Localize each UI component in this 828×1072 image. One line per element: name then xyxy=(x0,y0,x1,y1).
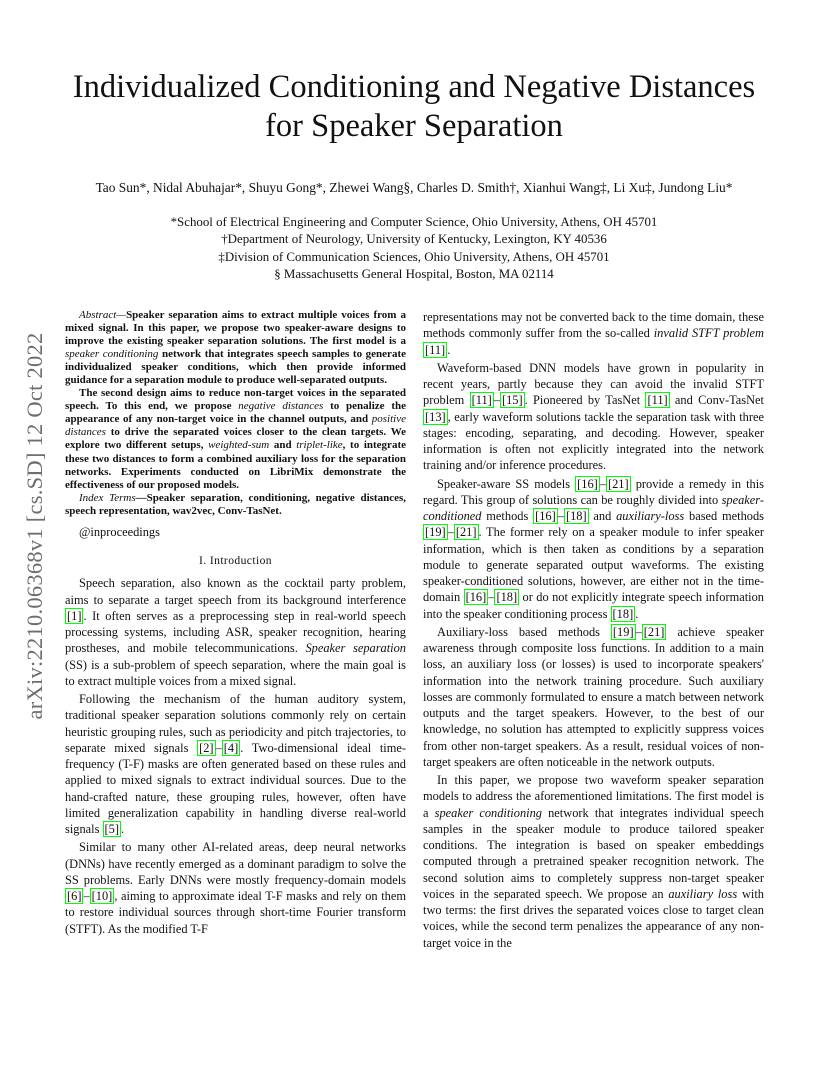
arxiv-identifier: arXiv:2210.06368v1 [cs.SD] 12 Oct 2022 xyxy=(22,332,47,720)
abstract-paragraph-1 xyxy=(65,309,406,387)
body-text: Auxiliary-loss based methods xyxy=(437,624,611,639)
body-text: – xyxy=(493,393,500,408)
citation-link[interactable]: [5] xyxy=(104,822,119,836)
right-column xyxy=(423,309,764,951)
abstract-text: network that integrates speech samples to generate individualized speaker conditions, which then provide informed guidance for a separation module to produce well-separated outputs. xyxy=(65,348,406,387)
citation-link[interactable]: [11] xyxy=(425,342,446,357)
body-text: . The former rely on a speaker module to infer speaker information, which is then taken as conditions by a separation module to generate separated output waveforms. The existing speaker-conditioned solutions, however, are either not in the time-domain xyxy=(423,525,764,605)
abstract-paragraph-2 xyxy=(65,387,406,491)
citation-link[interactable]: [16] xyxy=(577,476,598,491)
body-text: – xyxy=(83,889,90,903)
body-text: – xyxy=(557,509,564,523)
body-text: . Two-dimensional ideal time-frequency (T-F) masks are often generated based on these rules and applied to mixed signals to extract individual sources. Due to the hand-crafted nature, these grouping rules, however, often have limited generalization capability in handling diverse real-world signals xyxy=(65,740,406,836)
body-text: methods xyxy=(481,509,534,523)
body-text: – xyxy=(215,740,222,755)
body-text: . Pioneered by TasNet xyxy=(524,393,646,408)
abstract-text: , to integrate these two distances to form a combined auxiliary loss for the separation networks. Experiments conducted on LibriMix demonstrate the effectiveness of our proposed models. xyxy=(65,439,406,491)
affiliation-3: ‡Division of Communication Sciences, Ohio University, Athens, OH 45701 xyxy=(218,249,610,264)
abstract-emphasis: triplet-like xyxy=(296,439,343,452)
inproceedings-note: @inproceedings xyxy=(79,524,160,539)
right-paragraph-2 xyxy=(423,360,764,474)
index-terms-text: —Speaker separation, conditioning, negative distances, speech representation, wav2vec, Conv-TasNet. xyxy=(65,491,406,517)
body-text: (SS) is a sub-problem of speech separation, where the main goal is to extract multiple voices from a mixed signal. xyxy=(65,657,406,688)
body-text: network that integrates individual speech samples in the speaker module to produce tailored speaker conditions. The integration is based on speaker embeddings computed through a pretrained speaker recognition network. The second solution aims to completely suppress non-target speaker voices in the separated speech. We propose an xyxy=(423,805,764,901)
abstract-text: Speaker separation aims to extract multiple voices from a mixed signal. In this paper, we propose two speaker-aware designs to improve the existing speaker separation solutions. The first model is a xyxy=(65,309,406,348)
body-emphasis: Speaker separation xyxy=(305,641,406,656)
abstract-text: and xyxy=(269,439,297,452)
body-text: representations may not be converted back to the time domain, these methods commonly suffer from the so-called xyxy=(423,310,764,341)
body-emphasis: invalid STFT problem xyxy=(653,326,764,341)
body-text: Similar to many other AI-related areas, deep neural networks (DNNs) have recently emerged as a dominant paradigm to solve the SS problems. Early DNNs were mostly frequency-domain models xyxy=(65,840,406,887)
body-text: and xyxy=(588,509,617,523)
body-emphasis: speaker-conditioned xyxy=(423,492,764,523)
body-text: provide a remedy in this regard. This group of solutions can be roughly divided into xyxy=(423,476,764,507)
right-paragraph-3 xyxy=(423,476,764,622)
affiliation-2: †Department of Neurology, University of Kentucky, Lexington, KY 40536 xyxy=(221,232,607,247)
arxiv-sidebar xyxy=(22,292,48,760)
citation-link[interactable]: [21] xyxy=(455,525,477,540)
citation-link[interactable]: [1] xyxy=(67,608,82,623)
body-text: Waveform-based DNN models have grown in popularity in recent years, partly because they can avoid the invalid STFT problem xyxy=(423,360,764,408)
abstract-emphasis: weighted-sum xyxy=(208,439,270,452)
intro-paragraph-3 xyxy=(65,839,406,937)
citation-link[interactable]: [19] xyxy=(612,624,634,639)
citation-link[interactable]: [11] xyxy=(471,393,492,408)
body-text: Speaker-aware SS models xyxy=(437,476,576,491)
author-list: Tao Sun*, Nidal Abuhajar*, Shuyu Gong*, Zhewei Wang§, Charles D. Smith†, Xianhui Wang‡, Li Xu‡, Jundong Liu* xyxy=(95,180,733,195)
body-text: . xyxy=(120,822,125,836)
body-text: or do not explicitly integrate speech information into the speaker conditioning process xyxy=(423,590,764,621)
body-text: with two terms: the first drives the separated voices close to target clean voices, while the second term penalizes the appearance of any non-target voice in the xyxy=(423,886,764,950)
affiliation-1: *School of Electrical Engineering and Computer Science, Ohio University, Athens, OH 45701 xyxy=(170,215,658,229)
citation-link[interactable]: [18] xyxy=(496,590,518,605)
body-emphasis: speaker conditioning xyxy=(434,805,542,820)
body-text: . xyxy=(447,342,451,357)
abstract-text: to penalize the appearance of any non-target voice in the channel outputs, and xyxy=(65,400,407,426)
abstract-emphasis: positive distances xyxy=(65,413,406,439)
body-emphasis: auxiliary loss xyxy=(668,886,738,901)
body-text: – xyxy=(488,590,495,605)
citation-link[interactable]: [13] xyxy=(425,409,446,424)
citation-link[interactable]: [6] xyxy=(67,889,82,903)
citation-link[interactable]: [2] xyxy=(199,740,214,755)
citation-link[interactable]: [16] xyxy=(535,509,556,523)
body-text: In this paper, we propose two waveform speaker separation models to address the aforementioned limitations. The first model is a xyxy=(423,773,764,820)
citation-link[interactable]: [18] xyxy=(612,606,634,621)
right-paragraph-5 xyxy=(423,772,764,951)
body-text: . It often serves as a preprocessing step in real-world speech processing systems, including ASR, speaker recognition, hearing prostheses, and mobile telecommunications. xyxy=(65,608,406,656)
body-text: Speech separation, also known as the cocktail party problem, aims to separate a target speech from its background interference xyxy=(65,576,406,607)
body-text: and Conv-TasNet xyxy=(669,393,764,408)
body-text: – xyxy=(599,476,606,491)
abstract xyxy=(65,309,406,518)
index-terms xyxy=(65,492,406,518)
intro-paragraph-1 xyxy=(65,575,406,689)
intro-paragraph-2 xyxy=(65,691,406,837)
index-terms-label: Index Terms xyxy=(79,491,136,504)
affiliations xyxy=(0,214,828,284)
body-emphasis: auxiliary-loss xyxy=(616,509,685,523)
citation-link[interactable]: [4] xyxy=(223,740,239,755)
body-text: . xyxy=(635,606,639,621)
body-text: , early waveform solutions tackle the separation task with three stages: encoding, separating, and decoding. However, speaker information is often not explicitly integrated into the network training and/or inference procedures. xyxy=(423,409,764,473)
body-text: , aiming to approximate ideal T-F masks and rely on them to restore individual sources through short-time Fourier transform (STFT). As the modified T-F xyxy=(65,889,406,936)
title-line-2: for Speaker Separation xyxy=(265,108,563,144)
abstract-text: to drive the separated voices closer to the clean targets. We explore two different setups, xyxy=(65,426,406,452)
right-paragraph-4 xyxy=(423,624,764,770)
title-line-1: Individualized Conditioning and Negative Distances xyxy=(72,69,756,105)
citation-link[interactable]: [21] xyxy=(607,476,629,491)
citation-link[interactable]: [10] xyxy=(91,889,113,903)
citation-link[interactable]: [16] xyxy=(465,590,487,605)
abstract-emphasis: negative distances xyxy=(238,400,324,413)
body-text: – xyxy=(447,525,454,540)
citation-link[interactable]: [18] xyxy=(565,509,587,523)
abstract-text: The second design aims to reduce non-target voices in the separated speech. To this end, we propose xyxy=(65,387,406,413)
section-heading: I. Introduction xyxy=(199,554,272,567)
body-text: – xyxy=(635,624,642,639)
citation-link[interactable]: [21] xyxy=(643,624,665,639)
affiliation-4: § Massachusetts General Hospital, Boston, MA 02114 xyxy=(274,267,554,282)
body-text: based methods xyxy=(684,509,764,523)
abstract-emphasis: speaker conditioning xyxy=(65,348,159,361)
abstract-label: Abstract— xyxy=(79,309,127,321)
right-paragraph-1 xyxy=(423,309,764,358)
body-text: Following the mechanism of the human auditory system, traditional speaker separation solutions commonly rely on certain heuristic grouping rules, such as periodicity and pitch trajectories, to separate mixed signals xyxy=(65,692,406,755)
body-text: achieve speaker awareness through composite loss functions. In addition to a main loss, an auxiliary loss (or losses) is used to incorporate speakers' information into the network training procedure. Such auxiliary losses are commonly formulated to ensure a match between network outputs and the target speakers. However, to the best of our knowledge, no solution has attempted to explicitly suppress voices from other non-target speakers. As a result, residual voices of non-target speakers are often noticeable in the network outputs. xyxy=(423,624,764,769)
citation-link[interactable]: [11] xyxy=(647,393,668,408)
paper-title xyxy=(0,68,828,146)
citation-link[interactable]: [19] xyxy=(425,525,446,540)
citation-link[interactable]: [15] xyxy=(501,393,523,408)
left-column xyxy=(65,309,406,937)
